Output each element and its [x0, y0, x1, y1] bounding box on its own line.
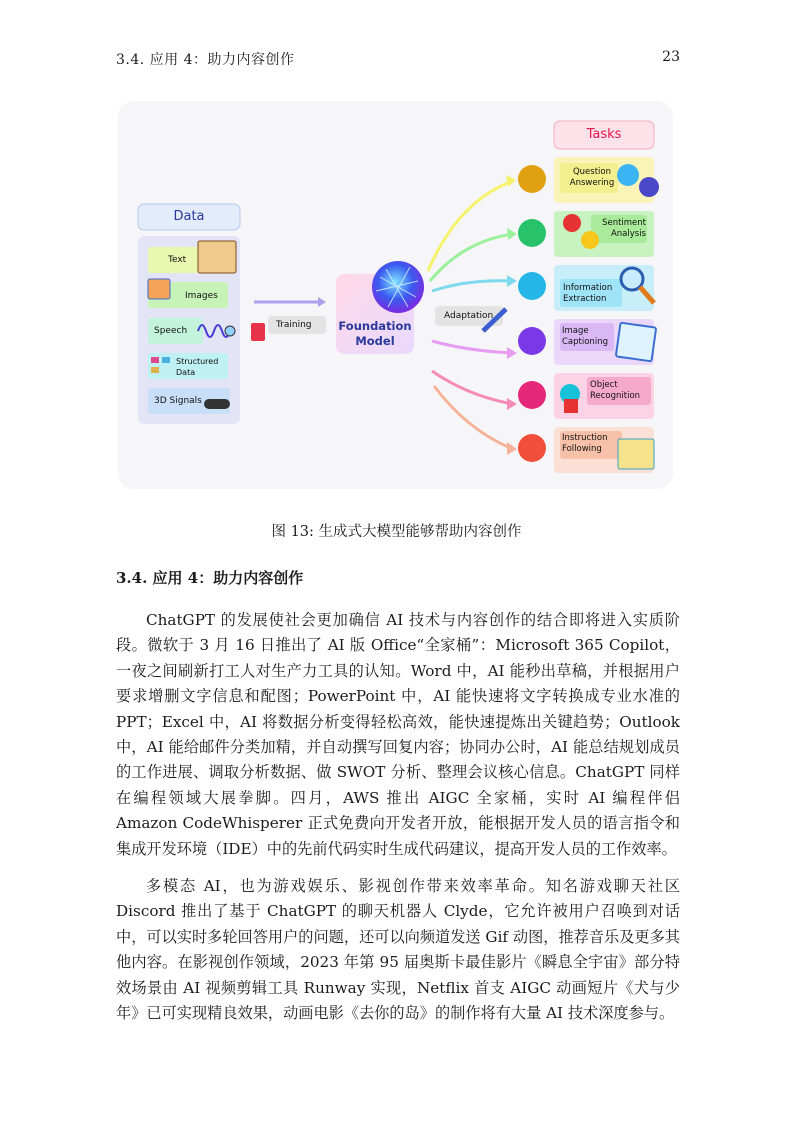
- magnifier-icon: [621, 268, 643, 290]
- task-instruction: Instruction Following: [562, 433, 608, 454]
- orb-task-1: [518, 165, 546, 193]
- orb-task-2: [518, 219, 546, 247]
- orb-task-3: [518, 272, 546, 300]
- struct-icon-a: [151, 357, 159, 363]
- task-captioning: Image Captioning: [562, 326, 608, 347]
- map-icon: [618, 439, 654, 469]
- arrow-task-3: [432, 281, 513, 291]
- data-item-text: Text: [168, 255, 187, 265]
- mic-icon: [225, 326, 235, 336]
- paragraph-2: 多模态 AI，也为游戏娱乐、影视创作带来效率革命。知名游戏聊天社区 Discord 推出了基于 ChatGPT 的聊天机器人 Clyde，它允许被用户召唤到对话中，可以实时多轮回答用户的问题，还可以向频道发送 Gif 动图，推荐音乐及更多其他内容。在影视创作领域，2023 年第 95 届奥斯卡最佳影片《瞬息全宇宙》部分特效场景由 AI 视频剪辑工具 Runway 实现，Netflix 首支 AIGC 动画短片《犬与少年》已可实现精良效果，动画电影《去你的岛》的制作将有大量 AI 技术深度参与。: [116, 877, 680, 1023]
- task-sentiment: Sentiment Analysis: [602, 218, 646, 239]
- struct-icon-b: [162, 357, 170, 363]
- angry-face-icon: [563, 214, 581, 232]
- orb-task-5: [518, 381, 546, 409]
- data-item-structured: Structured Data: [176, 357, 219, 377]
- images-icon: [148, 279, 170, 299]
- arrow-task-6: [434, 386, 513, 449]
- sensor-icon: [204, 399, 230, 409]
- page-number: 23: [662, 49, 680, 65]
- book-icon: [198, 241, 236, 273]
- foundation-model-label: Foundation Model: [338, 319, 412, 348]
- picture-icon: [616, 323, 656, 362]
- figure-foundation-model: [118, 101, 673, 489]
- data-item-3d: 3D Signals: [154, 396, 202, 406]
- task-question: Question Answering: [569, 167, 615, 188]
- header-section: 3.4. 应用 4：助力内容创作: [116, 52, 295, 68]
- arrow-task-1: [428, 181, 513, 271]
- paint-icon: [251, 323, 265, 341]
- paragraph-1: ChatGPT 的发展使社会更加确信 AI 技术与内容创作的结合即将进入实质阶段。微软于 3 月 16 日推出了 AI 版 Office“全家桶”：Microsoft 365 Copilot，一夜之间刷新打工人对生产力工具的认知。Word 中，AI 能秒出草稿，并根据用户要求增删文字信息和配图；PowerPoint 中，AI 能快速将文字转换成专业水准的 PPT；Excel 中，AI 将数据分析变得轻松高效，能快速提炼出关键趋势；Outlook 中，AI 能给邮件分类加精，并自动撰写回复内容；协同办公时，AI 能总结规划成员的工作进展、调取分析数据、做 SWOT 分析、整理会议核心信息。ChatGPT 同样在编程领域大展拳脚。四月，AWS 推出 AIGC 全家桶，实时 AI 编程伴侣 Amazon CodeWhisperer 正式免费向开发者开放，能根据开发人员的语言指令和集成开发环境（IDE）中的先前代码实时生成代码建议，提高开发人员的工作效率。: [116, 611, 680, 858]
- question-icon: [617, 164, 639, 186]
- task-object: Object Recognition: [590, 380, 641, 401]
- data-item-speech: Speech: [154, 326, 188, 336]
- struct-icon-c: [151, 367, 159, 373]
- section-title: 3.4. 应用 4：助力内容创作: [116, 569, 304, 587]
- page-header: [116, 49, 680, 69]
- training-label: Training: [276, 320, 312, 330]
- figure-caption: 图 13: 生成式大模型能够帮助内容创作: [271, 524, 522, 540]
- tasks-title: Tasks: [586, 127, 622, 142]
- adaptation-label: Adaptation: [444, 311, 494, 321]
- data-title: Data: [173, 209, 205, 224]
- data-item-images: Images: [185, 291, 218, 301]
- arrow-task-4: [432, 341, 513, 353]
- orb-task-6: [518, 434, 546, 462]
- chat-icon: [639, 177, 659, 197]
- orb-task-4: [518, 327, 546, 355]
- task-information: Information Extraction: [563, 283, 613, 304]
